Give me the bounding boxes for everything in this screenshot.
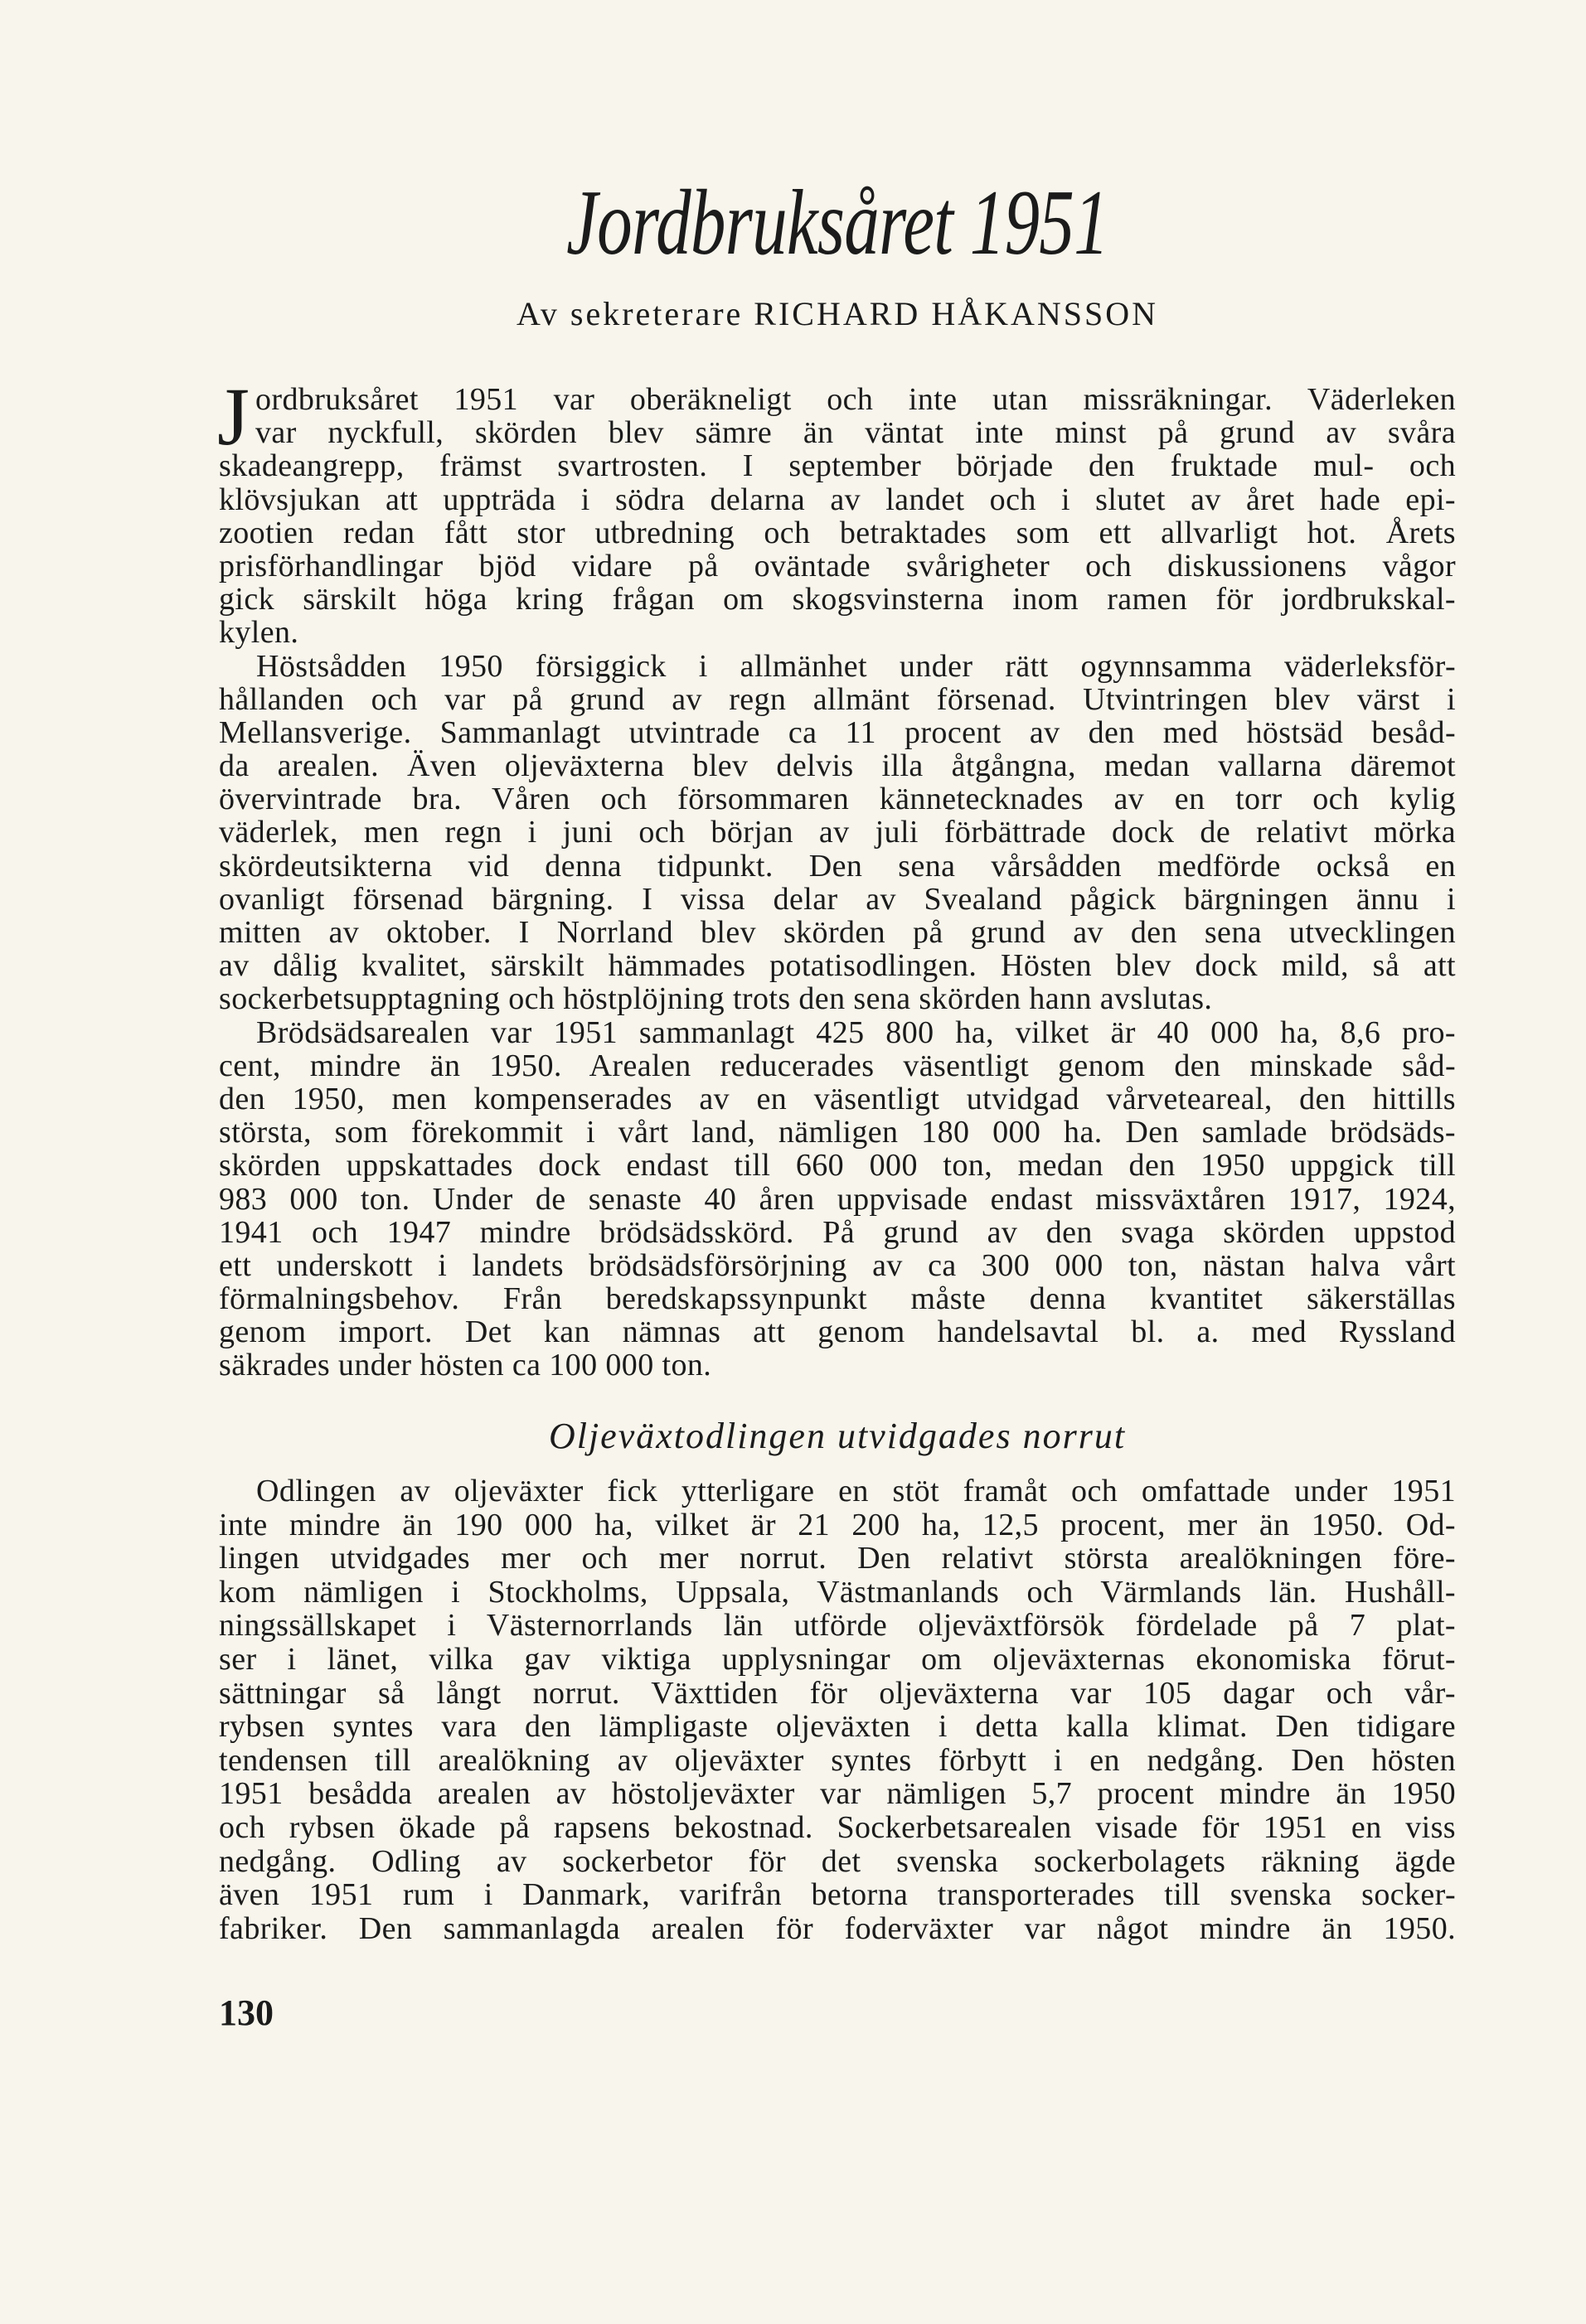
text-line: rybsen syntes vara den lämpligaste oljeväxten i detta kalla klimat. Den tidigare [219, 1710, 1456, 1744]
text-line: ningssällskapet i Västernorrlands län utförde oljeväxtförsök fördelade på 7 plat- [219, 1609, 1456, 1643]
text-line: kom nämligen i Stockholms, Uppsala, Västmanlands och Värmlands län. Hushåll- [219, 1575, 1456, 1610]
text-line: inte mindre än 190 000 ha, vilket är 21 200 ha, 12,5 procent, mer än 1950. Od- [219, 1508, 1456, 1542]
paragraph [219, 383, 1456, 650]
text-line: nedgång. Odling av sockerbetor för det svenska sockerbolagets räkning ägde [219, 1844, 1456, 1879]
text-line: även 1951 rum i Danmark, varifrån betorna transporterades till svenska socker- [219, 1878, 1456, 1912]
text-line: ett underskott i landets brödsädsförsörjning av ca 300 000 ton, nästan halva vårt [219, 1248, 1456, 1283]
text-line: ovanligt försenad bärgning. I vissa delar av Svealand pågick bärgningen ännu i [219, 882, 1456, 916]
text-line: av dålig kvalitet, särskilt hämmades potatisodlingen. Hösten blev dock mild, så att [219, 949, 1456, 983]
text-line: övervintrade bra. Våren och försommaren kännetecknades av en torr och kylig [219, 782, 1456, 816]
text-line: kylen. [219, 616, 299, 650]
text-line: gick särskilt höga kring frågan om skogsvinsterna inom ramen för jordbrukskal- [219, 583, 1456, 617]
text-line: 1951 besådda arealen av höstoljeväxter var nämligen 5,7 procent mindre än 1950 [219, 1777, 1456, 1811]
text-line: skadeangrepp, främst svartrosten. I september började den fruktade mul- och [219, 449, 1456, 483]
text-line: mitten av oktober. I Norrland blev skörden på grund av den sena utvecklingen [219, 916, 1456, 950]
drop-cap: J [217, 370, 250, 462]
text-line: var nyckfull, skörden blev sämre än väntat inte minst på grund av svåra [255, 416, 1456, 450]
text-line: och rybsen ökade på rapsens bekostnad. Sockerbetsarealen visade för 1951 en viss [219, 1810, 1456, 1845]
text-line: ser i länet, vilka gav viktiga upplysningar om oljeväxternas ekonomiska förut- [219, 1642, 1456, 1677]
text-line: tendensen till arealökning av oljeväxter syntes förbytt i en nedgång. Den hösten [219, 1743, 1456, 1778]
article-body [219, 383, 1456, 1382]
text-line: sättningar så långt norrut. Växttiden för oljeväxterna var 105 dagar och vår- [219, 1676, 1456, 1711]
text-line: zootien redan fått stor utbredning och betraktades som ett allvarligt hot. Årets [219, 516, 1456, 550]
text-line: cent, mindre än 1950. Arealen reducerades väsentligt genom den minskade såd- [219, 1048, 1456, 1082]
text-line: hållanden och var på grund av regn allmänt försenad. Utvintringen blev värst i [219, 682, 1456, 716]
text-line: skörden uppskattades dock endast till 660 000 ton, medan den 1950 uppgick till [219, 1149, 1456, 1183]
paragraph [219, 1474, 1456, 1945]
text-line: den 1950, men kompenserades av en väsentligt utvidgad vårveteareal, den hittills [219, 1082, 1456, 1116]
section-body [219, 1474, 1456, 1945]
text-line: Brödsädsarealen var 1951 sammanlagt 425 800 ha, vilket är 40 000 ha, 8,6 pro- [256, 1015, 1456, 1049]
text-line: 1941 och 1947 mindre brödsädsskörd. På grund av den svaga skörden uppstod [219, 1215, 1456, 1249]
text-line: Mellansverige. Sammanlagt utvintrade ca 11 procent av den med höstsäd besåd- [219, 715, 1456, 750]
text-line: sockerbetsupptagning och höstplöjning trots den sena skörden hann avslutas. [219, 982, 1213, 1016]
text-line: lingen utvidgades mer och mer norrut. Den relativt största arealökningen före- [219, 1542, 1456, 1576]
article-title: Jordbruksåret 1951 [566, 172, 1108, 274]
text-line: ordbruksåret 1951 var oberäkneligt och inte utan missräkningar. Väderleken [255, 383, 1456, 417]
text-line: säkrades under hösten ca 100 000 ton. [219, 1348, 712, 1382]
byline: Av sekreterare RICHARD HÅKANSSON [516, 295, 1159, 332]
section-heading: Oljeväxtodlingen utvidgades norrut [548, 1416, 1127, 1456]
text-line: prisförhandlingar bjöd vidare på oväntade svårigheter och diskussionens vågor [219, 549, 1456, 583]
paragraph [219, 650, 1456, 1016]
text-line: genom import. Det kan nämnas att genom handelsavtal bl. a. med Ryssland [219, 1315, 1456, 1349]
text-line: Odlingen av oljeväxter fick ytterligare en stöt framåt och omfattade under 1951 [256, 1474, 1456, 1508]
text-line: skördeutsikterna vid denna tidpunkt. Den sena vårsådden medförde också en [219, 849, 1456, 883]
text-line: förmalningsbehov. Från beredskapssynpunkt måste denna kvantitet säkerställas [219, 1282, 1456, 1316]
page-number: 130 [219, 1992, 274, 2033]
text-line: väderlek, men regn i juni och början av juli förbättrade dock de relativt mörka [219, 816, 1456, 850]
text-line: 983 000 ton. Under de senaste 40 åren uppvisade endast missväxtåren 1917, 1924, [219, 1182, 1456, 1216]
paragraph [219, 1016, 1456, 1382]
text-line: da arealen. Även oljeväxterna blev delvis illa åtgångna, medan vallarna däremot [219, 749, 1456, 783]
text-line: Höstsådden 1950 försiggick i allmänhet under rätt ogynnsamma väderleksför- [256, 649, 1456, 683]
text-line: största, som förekommit i vårt land, nämligen 180 000 ha. Den samlade brödsäds- [219, 1116, 1456, 1150]
text-line: klövsjukan att uppträda i södra delarna av landet och i slutet av året hade epi- [219, 482, 1456, 516]
text-line: fabriker. Den sammanlagda arealen för foderväxter var något mindre än 1950. [219, 1911, 1456, 1946]
